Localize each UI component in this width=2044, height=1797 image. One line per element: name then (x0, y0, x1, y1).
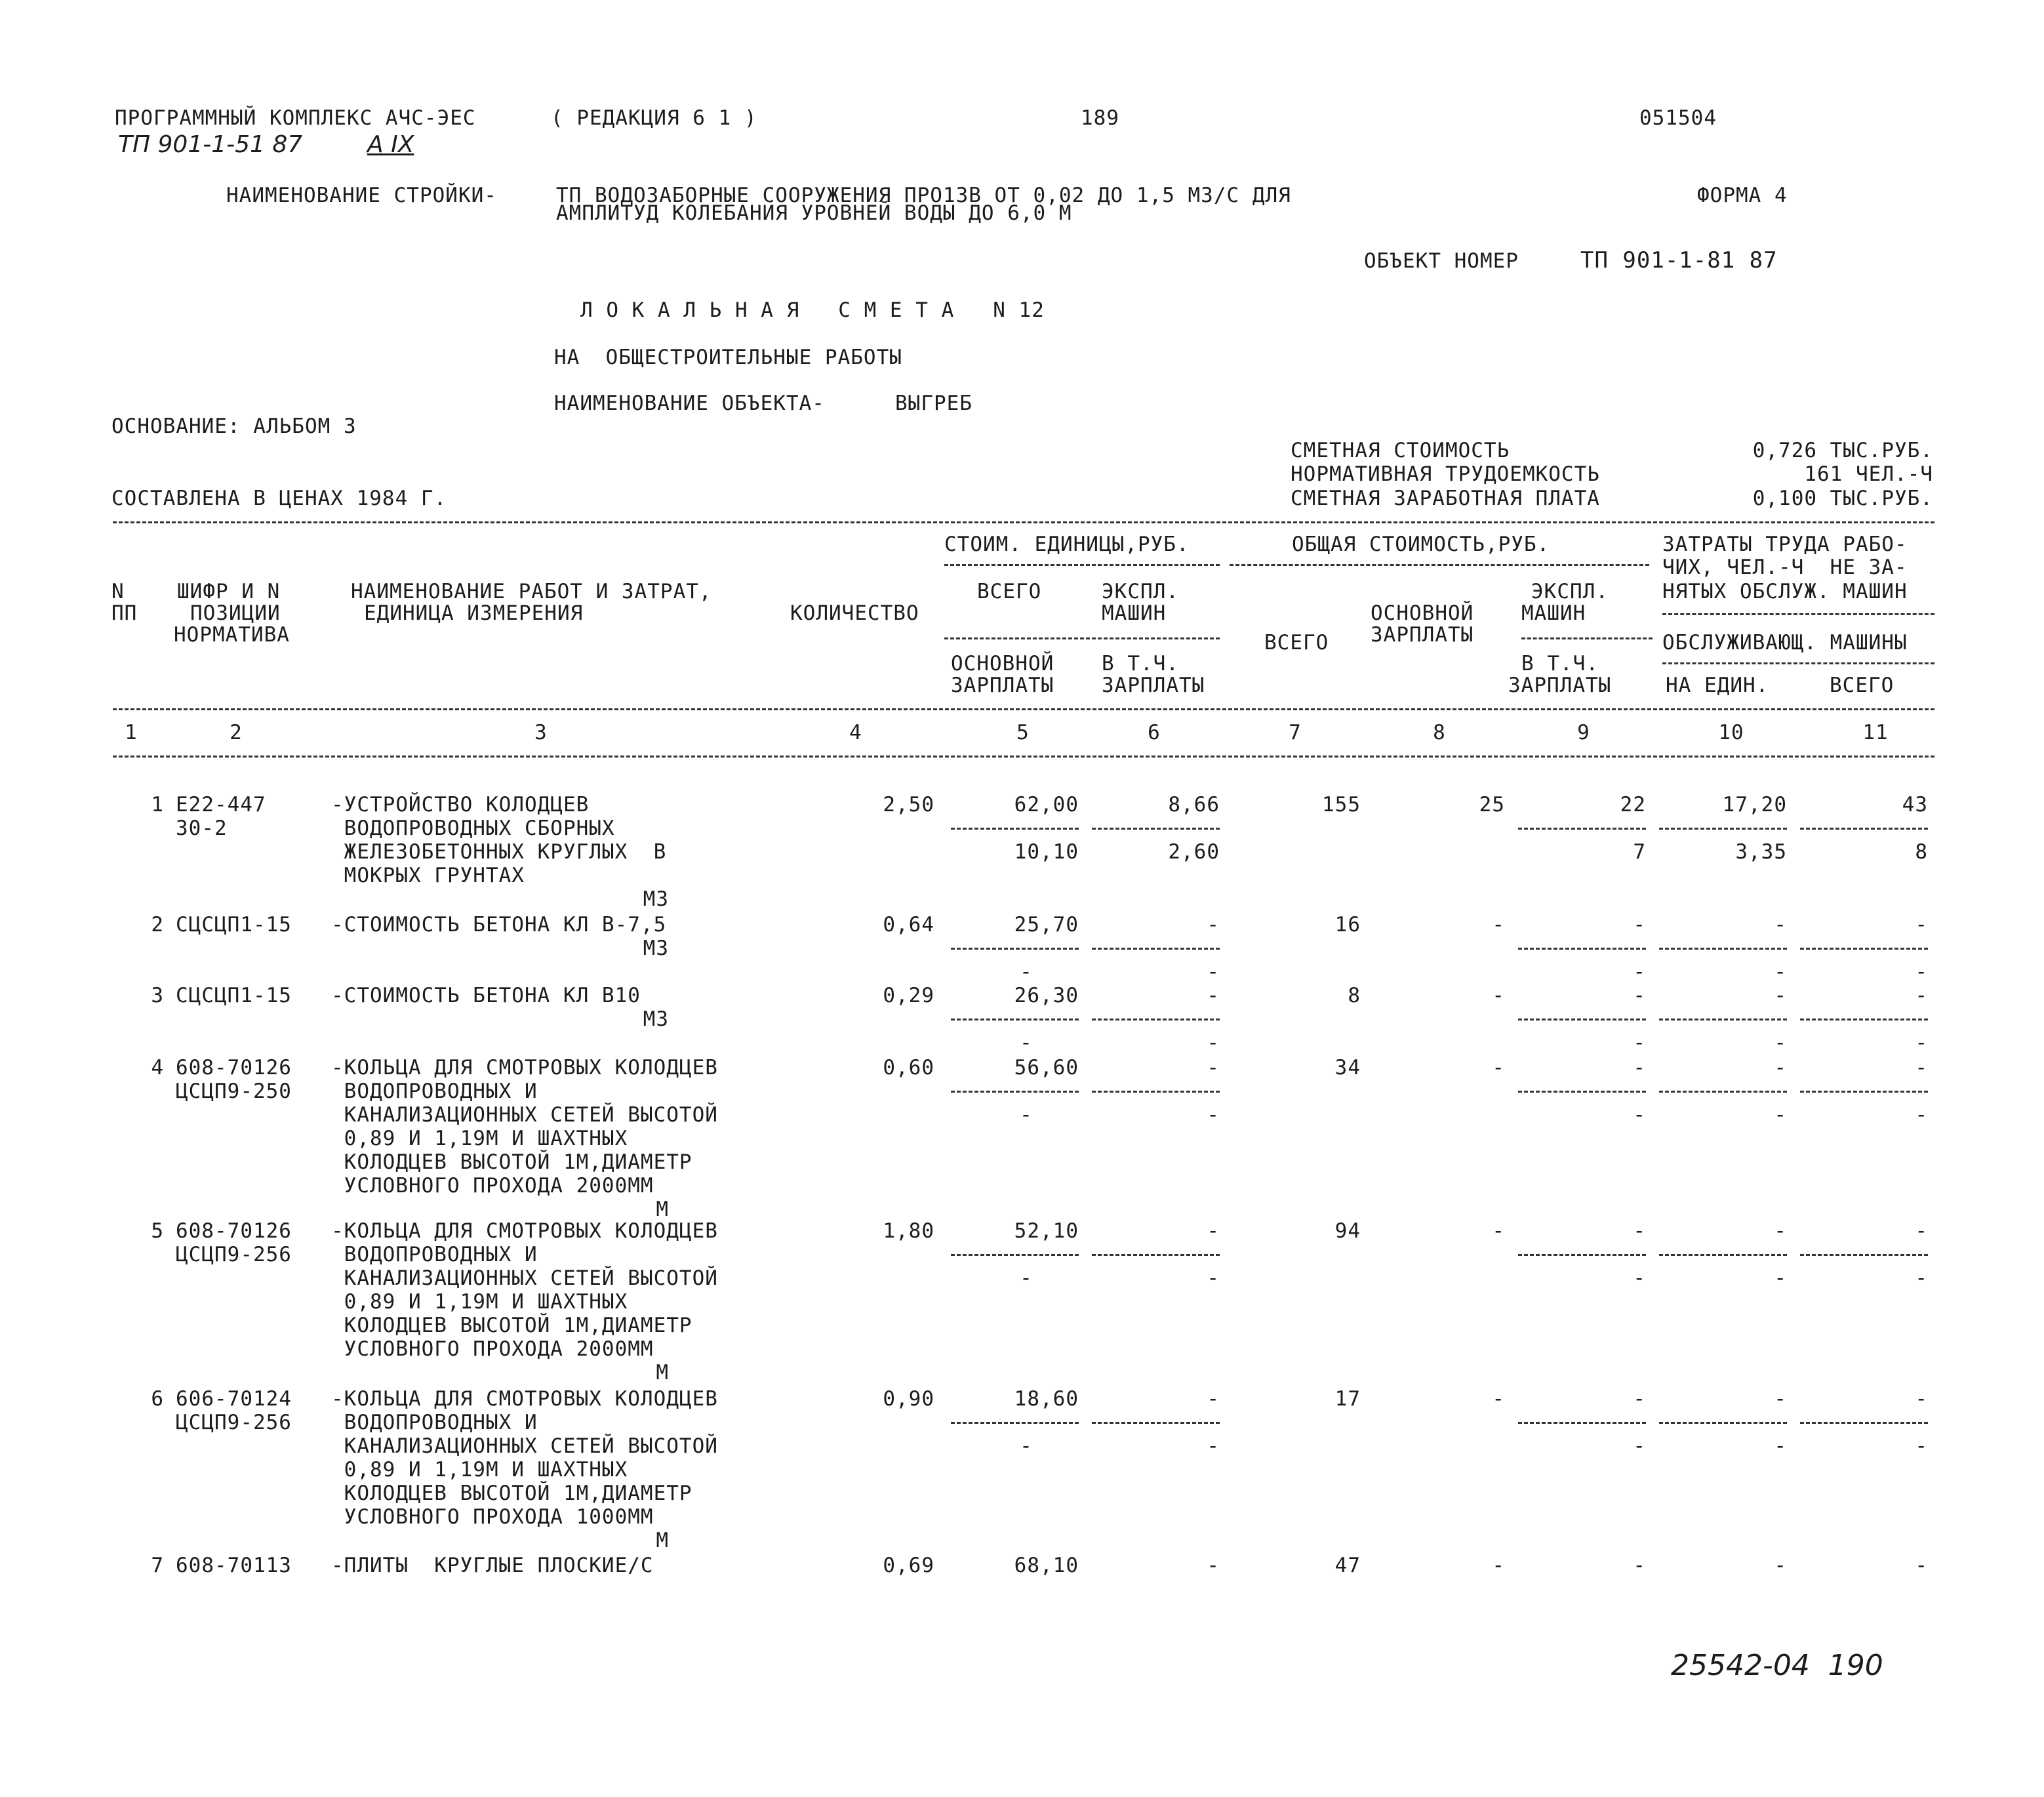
row-labor-total: - (1915, 1387, 1928, 1411)
header-bottom-rule (113, 708, 1934, 710)
row-unit-machines-wage: - (1207, 1434, 1220, 1458)
construction-label: НАИМЕНОВАНИЕ СТРОЙКИ- (226, 184, 497, 207)
object-name: ВЫГРЕБ (895, 392, 972, 415)
row-labor-machines-unit: - (1774, 1434, 1787, 1458)
column-number: 3 (534, 721, 548, 744)
cell-divider (1800, 1254, 1928, 1256)
row-code: 606-70124 (176, 1387, 292, 1411)
row-code-secondary: ЦСЦП9-250 (176, 1080, 292, 1103)
row-labor-per-unit: - (1774, 984, 1787, 1007)
cell-divider (1518, 1422, 1646, 1424)
cell-divider (1659, 828, 1787, 830)
row-work-name: МОКРЫХ ГРУНТАХ (331, 864, 525, 887)
row-unit-machines-wage: - (1207, 1031, 1220, 1055)
row-labor-machines-unit: - (1774, 1266, 1787, 1290)
table-top-rule (113, 521, 1934, 523)
row-unit: М3 (643, 937, 669, 960)
summary-wage-label: СМЕТНАЯ ЗАРАБОТНАЯ ПЛАТА (1291, 487, 1600, 510)
header-labor-line3: НЯТЫХ ОБСЛУЖ. МАШИН (1662, 580, 1908, 603)
cell-divider (1659, 1254, 1787, 1256)
row-work-name: КАНАЛИЗАЦИОННЫХ СЕТЕЙ ВЫСОТОЙ (331, 1434, 718, 1458)
row-unit-cost-total: 62,00 (1014, 793, 1079, 817)
handwritten-album: А IX (367, 131, 414, 158)
row-work-name: -УСТРОЙСТВО КОЛОДЦЕВ (331, 793, 590, 817)
cell-divider (1800, 828, 1928, 830)
row-unit-machines-wage: - (1207, 1103, 1220, 1127)
row-work-name: КОЛОДЦЕВ ВЫСОТОЙ 1М,ДИАМЕТР (331, 1150, 692, 1174)
row-labor-machines-total: - (1915, 1266, 1928, 1290)
header-total-all: ВСЕГО (1264, 631, 1329, 655)
row-total-wage: - (1492, 984, 1505, 1007)
row-unit-cost-total: 56,60 (1014, 1056, 1079, 1080)
header-unit-machines-line2: МАШИН (1102, 601, 1167, 625)
row-labor-total: - (1915, 1554, 1928, 1577)
row-quantity: 1,80 (883, 1219, 934, 1243)
object-name-label: НАИМЕНОВАНИЕ ОБЪЕКТА- (554, 392, 825, 415)
column-number: 4 (849, 721, 862, 744)
row-quantity: 2,50 (883, 793, 934, 817)
row-unit-wage: - (1020, 960, 1033, 984)
column-number: 9 (1577, 721, 1590, 744)
header-pp: ПП (111, 601, 138, 625)
row-unit: М (656, 1529, 669, 1552)
column-number: 1 (125, 721, 138, 744)
row-work-name: 0,89 И 1,19М И ШАХТНЫХ (331, 1127, 628, 1150)
cell-divider (951, 1422, 1079, 1424)
header-labor-line2: ЧИХ, ЧЕЛ.-Ч НЕ ЗА- (1662, 555, 1908, 579)
row-code: 608-70126 (176, 1219, 292, 1243)
summary-labor-label: НОРМАТИВНАЯ ТРУДОЕМКОСТЬ (1291, 462, 1600, 486)
column-number: 5 (1016, 721, 1030, 744)
row-work-name: ВОДОПРОВОДНЫХ И (331, 1080, 538, 1103)
row-unit: М (656, 1198, 669, 1221)
row-unit-wage: 10,10 (1014, 840, 1079, 864)
row-total-machines-wage: - (1633, 1434, 1646, 1458)
header-labor-line1: ЗАТРАТЫ ТРУДА РАБО- (1662, 533, 1908, 556)
row-labor-machines-total: 8 (1915, 840, 1928, 864)
cell-divider (1518, 1091, 1646, 1093)
row-quantity: 0,69 (883, 1554, 934, 1577)
row-total-cost: 155 (1322, 793, 1361, 817)
row-unit-cost-machines: - (1207, 1056, 1220, 1080)
row-total-machines: - (1633, 913, 1646, 937)
cell-divider (1092, 1254, 1220, 1256)
basis: ОСНОВАНИЕ: АЛЬБОМ 3 (111, 414, 357, 438)
row-total-cost: 34 (1334, 1056, 1361, 1080)
row-labor-per-unit: - (1774, 913, 1787, 937)
row-work-name: -ПЛИТЫ КРУГЛЫЕ ПЛОСКИЕ/С (331, 1554, 654, 1577)
header-labor-per-unit: НА ЕДИН. (1666, 674, 1769, 697)
object-number: ТП 901-1-81 87 (1580, 247, 1778, 273)
row-total-machines: - (1633, 1554, 1646, 1577)
summary-cost-value: 0,726 ТЫС.РУБ. (1752, 439, 1933, 462)
row-unit-machines-wage: 2,60 (1168, 840, 1220, 864)
row-unit-cost-machines: - (1207, 984, 1220, 1007)
column-number: 10 (1718, 721, 1744, 744)
row-work-name: 0,89 И 1,19М И ШАХТНЫХ (331, 1458, 628, 1482)
cell-divider (1092, 948, 1220, 950)
program-name: ПРОГРАММНЫЙ КОМПЛЕКС АЧС-ЭЕС (115, 106, 476, 130)
cell-divider (1518, 948, 1646, 950)
cell-divider (1800, 948, 1928, 950)
construction-name-line2: АМПЛИТУД КОЛЕБАНИЯ УРОВНЕЙ ВОДЫ ДО 6,0 М (556, 201, 1072, 225)
row-total-wage: - (1492, 1387, 1505, 1411)
row-total-machines: - (1633, 1387, 1646, 1411)
row-number: 1 (151, 793, 164, 817)
estimate-subtitle: НА ОБЩЕСТРОИТЕЛЬНЫЕ РАБОТЫ (554, 346, 902, 369)
row-work-name: ВОДОПРОВОДНЫХ И (331, 1411, 538, 1434)
header-unit-machines-line1: ЭКСПЛ. (1102, 580, 1179, 603)
row-unit-cost-total: 26,30 (1014, 984, 1079, 1007)
row-code: 608-70113 (176, 1554, 292, 1577)
cell-divider (1659, 948, 1787, 950)
cell-divider (1800, 1019, 1928, 1020)
row-quantity: 0,60 (883, 1056, 934, 1080)
row-total-wage: - (1492, 1219, 1505, 1243)
row-total-wage: - (1492, 1554, 1505, 1577)
row-total-wage: - (1492, 1056, 1505, 1080)
header-unit-total: ВСЕГО (977, 580, 1042, 603)
row-labor-machines-total: - (1915, 1031, 1928, 1055)
row-total-machines: - (1633, 1056, 1646, 1080)
cell-divider (1800, 1422, 1928, 1424)
header-total-machines-line1: ЭКСПЛ. (1531, 580, 1609, 603)
row-unit: М (656, 1361, 669, 1384)
row-work-name: -СТОИМОСТЬ БЕТОНА КЛ В10 (331, 984, 641, 1007)
header-labor-total: ВСЕГО (1830, 674, 1894, 697)
row-work-name: -СТОИМОСТЬ БЕТОНА КЛ В-7,5 (331, 913, 667, 937)
row-total-machines-wage: 7 (1633, 840, 1646, 864)
header-total-machines-line2: МАШИН (1521, 601, 1586, 625)
row-unit-cost-machines: 8,66 (1168, 793, 1220, 817)
row-unit-machines-wage: - (1207, 1266, 1220, 1290)
cell-divider (1659, 1422, 1787, 1424)
row-total-cost: 16 (1334, 913, 1361, 937)
row-unit-cost-total: 18,60 (1014, 1387, 1079, 1411)
cell-divider (951, 1091, 1079, 1093)
summary-cost-label: СМЕТНАЯ СТОИМОСТЬ (1291, 439, 1510, 462)
row-unit-cost-total: 25,70 (1014, 913, 1079, 937)
column-number: 6 (1148, 721, 1161, 744)
cell-divider (951, 828, 1079, 830)
row-labor-total: - (1915, 984, 1928, 1007)
row-labor-machines-total: - (1915, 960, 1928, 984)
header-total-incl-line2: ЗАРПЛАТЫ (1508, 674, 1612, 697)
column-number: 11 (1862, 721, 1889, 744)
cell-divider (1800, 1091, 1928, 1093)
row-work-name: ВОДОПРОВОДНЫХ И (331, 1243, 538, 1266)
header-unit-incl-line2: ЗАРПЛАТЫ (1102, 674, 1205, 697)
row-quantity: 0,90 (883, 1387, 934, 1411)
cell-divider (1092, 1422, 1220, 1424)
summary-labor-value: 161 ЧЕЛ.-Ч (1804, 462, 1933, 486)
header-total-wage-line1: ОСНОВНОЙ (1371, 601, 1474, 625)
cell-divider (951, 948, 1079, 950)
handwritten-project-number: ТП 901-1-51 87 (118, 131, 303, 158)
row-number: 3 (151, 984, 164, 1007)
cell-divider (1092, 828, 1220, 830)
row-labor-per-unit: 17,20 (1722, 793, 1787, 817)
page-number: 189 (1081, 106, 1119, 130)
row-unit-cost-machines: - (1207, 1554, 1220, 1577)
row-quantity: 0,29 (883, 984, 934, 1007)
row-total-machines-wage: - (1633, 960, 1646, 984)
row-work-name: УСЛОВНОГО ПРОХОДА 2000ММ (331, 1174, 654, 1198)
column-number: 7 (1289, 721, 1302, 744)
cell-divider (1659, 1019, 1787, 1020)
row-total-cost: 94 (1334, 1219, 1361, 1243)
column-number: 8 (1433, 721, 1446, 744)
handwritten-footer: 25542-04 190 (1671, 1649, 1883, 1682)
row-total-machines: 22 (1620, 793, 1646, 817)
row-labor-total: - (1915, 1219, 1928, 1243)
row-unit-cost-total: 68,10 (1014, 1554, 1079, 1577)
row-labor-machines-total: - (1915, 1103, 1928, 1127)
row-labor-machines-unit: - (1774, 960, 1787, 984)
header-code-line1: ШИФР И N (177, 580, 281, 603)
row-unit: М3 (643, 887, 669, 911)
cell-divider (951, 1019, 1079, 1020)
row-work-name: -КОЛЬЦА ДЛЯ СМОТРОВЫХ КОЛОДЦЕВ (331, 1387, 718, 1411)
header-name-line1: НАИМЕНОВАНИЕ РАБОТ И ЗАТРАТ, (351, 580, 712, 603)
header-unit-cost: СТОИМ. ЕДИНИЦЫ,РУБ. (944, 533, 1190, 556)
row-code-secondary: 30-2 (176, 817, 228, 840)
row-labor-per-unit: - (1774, 1387, 1787, 1411)
row-labor-total: - (1915, 913, 1928, 937)
header-unit-wage-line2: ЗАРПЛАТЫ (951, 674, 1054, 697)
row-work-name: ЖЕЛЕЗОБЕТОННЫХ КРУГЛЫХ В (331, 840, 667, 864)
row-labor-total: 43 (1902, 793, 1928, 817)
row-labor-machines-total: - (1915, 1434, 1928, 1458)
row-labor-per-unit: - (1774, 1219, 1787, 1243)
row-total-machines: - (1633, 984, 1646, 1007)
header-total-wage-line2: ЗАРПЛАТЫ (1371, 623, 1474, 647)
row-unit-wage: - (1020, 1103, 1033, 1127)
row-unit-wage: - (1020, 1266, 1033, 1290)
row-unit-cost-machines: - (1207, 913, 1220, 937)
row-number: 7 (151, 1554, 164, 1577)
row-total-machines-wage: - (1633, 1031, 1646, 1055)
header-total-incl-line1: В Т.Ч. (1521, 652, 1599, 676)
row-labor-machines-unit: - (1774, 1031, 1787, 1055)
row-work-name: КОЛОДЦЕВ ВЫСОТОЙ 1М,ДИАМЕТР (331, 1314, 692, 1337)
header-unit-incl-line1: В Т.Ч. (1102, 652, 1179, 676)
row-work-name: КАНАЛИЗАЦИОННЫХ СЕТЕЙ ВЫСОТОЙ (331, 1266, 718, 1290)
row-work-name: ВОДОПРОВОДНЫХ СБОРНЫХ (331, 817, 615, 840)
header-n: N (111, 580, 125, 603)
row-labor-total: - (1915, 1056, 1928, 1080)
row-code: СЦСЦП1-15 (176, 913, 292, 937)
row-work-name: -КОЛЬЦА ДЛЯ СМОТРОВЫХ КОЛОДЦЕВ (331, 1056, 718, 1080)
header-unit-wage-line1: ОСНОВНОЙ (951, 652, 1054, 676)
row-work-name: 0,89 И 1,19М И ШАХТНЫХ (331, 1290, 628, 1314)
row-unit-cost-total: 52,10 (1014, 1219, 1079, 1243)
row-total-wage: 25 (1479, 793, 1505, 817)
row-labor-per-unit: - (1774, 1554, 1787, 1577)
row-work-name: КАНАЛИЗАЦИОННЫХ СЕТЕЙ ВЫСОТОЙ (331, 1103, 718, 1127)
cell-divider (1659, 1091, 1787, 1093)
row-code-secondary: ЦСЦП9-256 (176, 1243, 292, 1266)
row-number: 2 (151, 913, 164, 937)
row-labor-per-unit: - (1774, 1056, 1787, 1080)
row-number: 6 (151, 1387, 164, 1411)
row-quantity: 0,64 (883, 913, 934, 937)
edition: ( РЕДАКЦИЯ 6 1 ) (551, 106, 757, 130)
header-labor-line4: ОБСЛУЖИВАЮЩ. МАШИНЫ (1662, 631, 1908, 655)
row-total-machines-wage: - (1633, 1266, 1646, 1290)
row-unit: М3 (643, 1007, 669, 1031)
row-work-name: -КОЛЬЦА ДЛЯ СМОТРОВЫХ КОЛОДЦЕВ (331, 1219, 718, 1243)
document-code: 051504 (1639, 106, 1717, 130)
estimate-title: Л О К А Л Ь Н А Я С М Е Т А N 12 (580, 298, 1045, 322)
row-work-name: КОЛОДЦЕВ ВЫСОТОЙ 1М,ДИАМЕТР (331, 1482, 692, 1505)
header-quantity: КОЛИЧЕСТВО (790, 601, 919, 625)
cell-divider (1518, 1254, 1646, 1256)
cell-divider (951, 1254, 1079, 1256)
form-number: ФОРМА 4 (1697, 184, 1788, 207)
row-unit-cost-machines: - (1207, 1219, 1220, 1243)
row-code: Е22-447 (176, 793, 266, 817)
header-code-line2: ПОЗИЦИИ (190, 601, 281, 625)
price-basis: СОСТАВЛЕНА В ЦЕНАХ 1984 Г. (111, 487, 447, 510)
row-number: 5 (151, 1219, 164, 1243)
row-unit-wage: - (1020, 1434, 1033, 1458)
header-name-line2: ЕДИНИЦА ИЗМЕРЕНИЯ (364, 601, 584, 625)
row-number: 4 (151, 1056, 164, 1080)
row-total-cost: 17 (1334, 1387, 1361, 1411)
row-unit-cost-machines: - (1207, 1387, 1220, 1411)
row-code: СЦСЦП1-15 (176, 984, 292, 1007)
summary-wage-value: 0,100 ТЫС.РУБ. (1752, 487, 1933, 510)
object-number-label: ОБЪЕКТ НОМЕР (1364, 249, 1519, 273)
row-total-machines-wage: - (1633, 1103, 1646, 1127)
cell-divider (1092, 1091, 1220, 1093)
row-total-wage: - (1492, 913, 1505, 937)
construction-name-line1: ТП ВОДОЗАБОРНЫЕ СООРУЖЕНИЯ ПРО1ЗВ ОТ 0,02 ДО 1,5 М3/С ДЛЯ (556, 184, 1291, 207)
header-total-cost: ОБЩАЯ СТОИМОСТЬ,РУБ. (1292, 533, 1550, 556)
row-unit-machines-wage: - (1207, 960, 1220, 984)
cell-divider (1092, 1019, 1220, 1020)
row-labor-machines-unit: 3,35 (1735, 840, 1787, 864)
row-work-name: УСЛОВНОГО ПРОХОДА 1000ММ (331, 1505, 654, 1529)
row-labor-machines-unit: - (1774, 1103, 1787, 1127)
row-code-secondary: ЦСЦП9-256 (176, 1411, 292, 1434)
column-number: 2 (230, 721, 243, 744)
row-total-cost: 47 (1334, 1554, 1361, 1577)
cell-divider (1518, 1019, 1646, 1020)
row-total-cost: 8 (1348, 984, 1361, 1007)
row-work-name: УСЛОВНОГО ПРОХОДА 2000ММ (331, 1337, 654, 1361)
cell-divider (1518, 828, 1646, 830)
row-unit-wage: - (1020, 1031, 1033, 1055)
row-total-machines: - (1633, 1219, 1646, 1243)
header-code-line3: НОРМАТИВА (174, 623, 290, 647)
column-number-rule (113, 756, 1934, 757)
row-code: 608-70126 (176, 1056, 292, 1080)
